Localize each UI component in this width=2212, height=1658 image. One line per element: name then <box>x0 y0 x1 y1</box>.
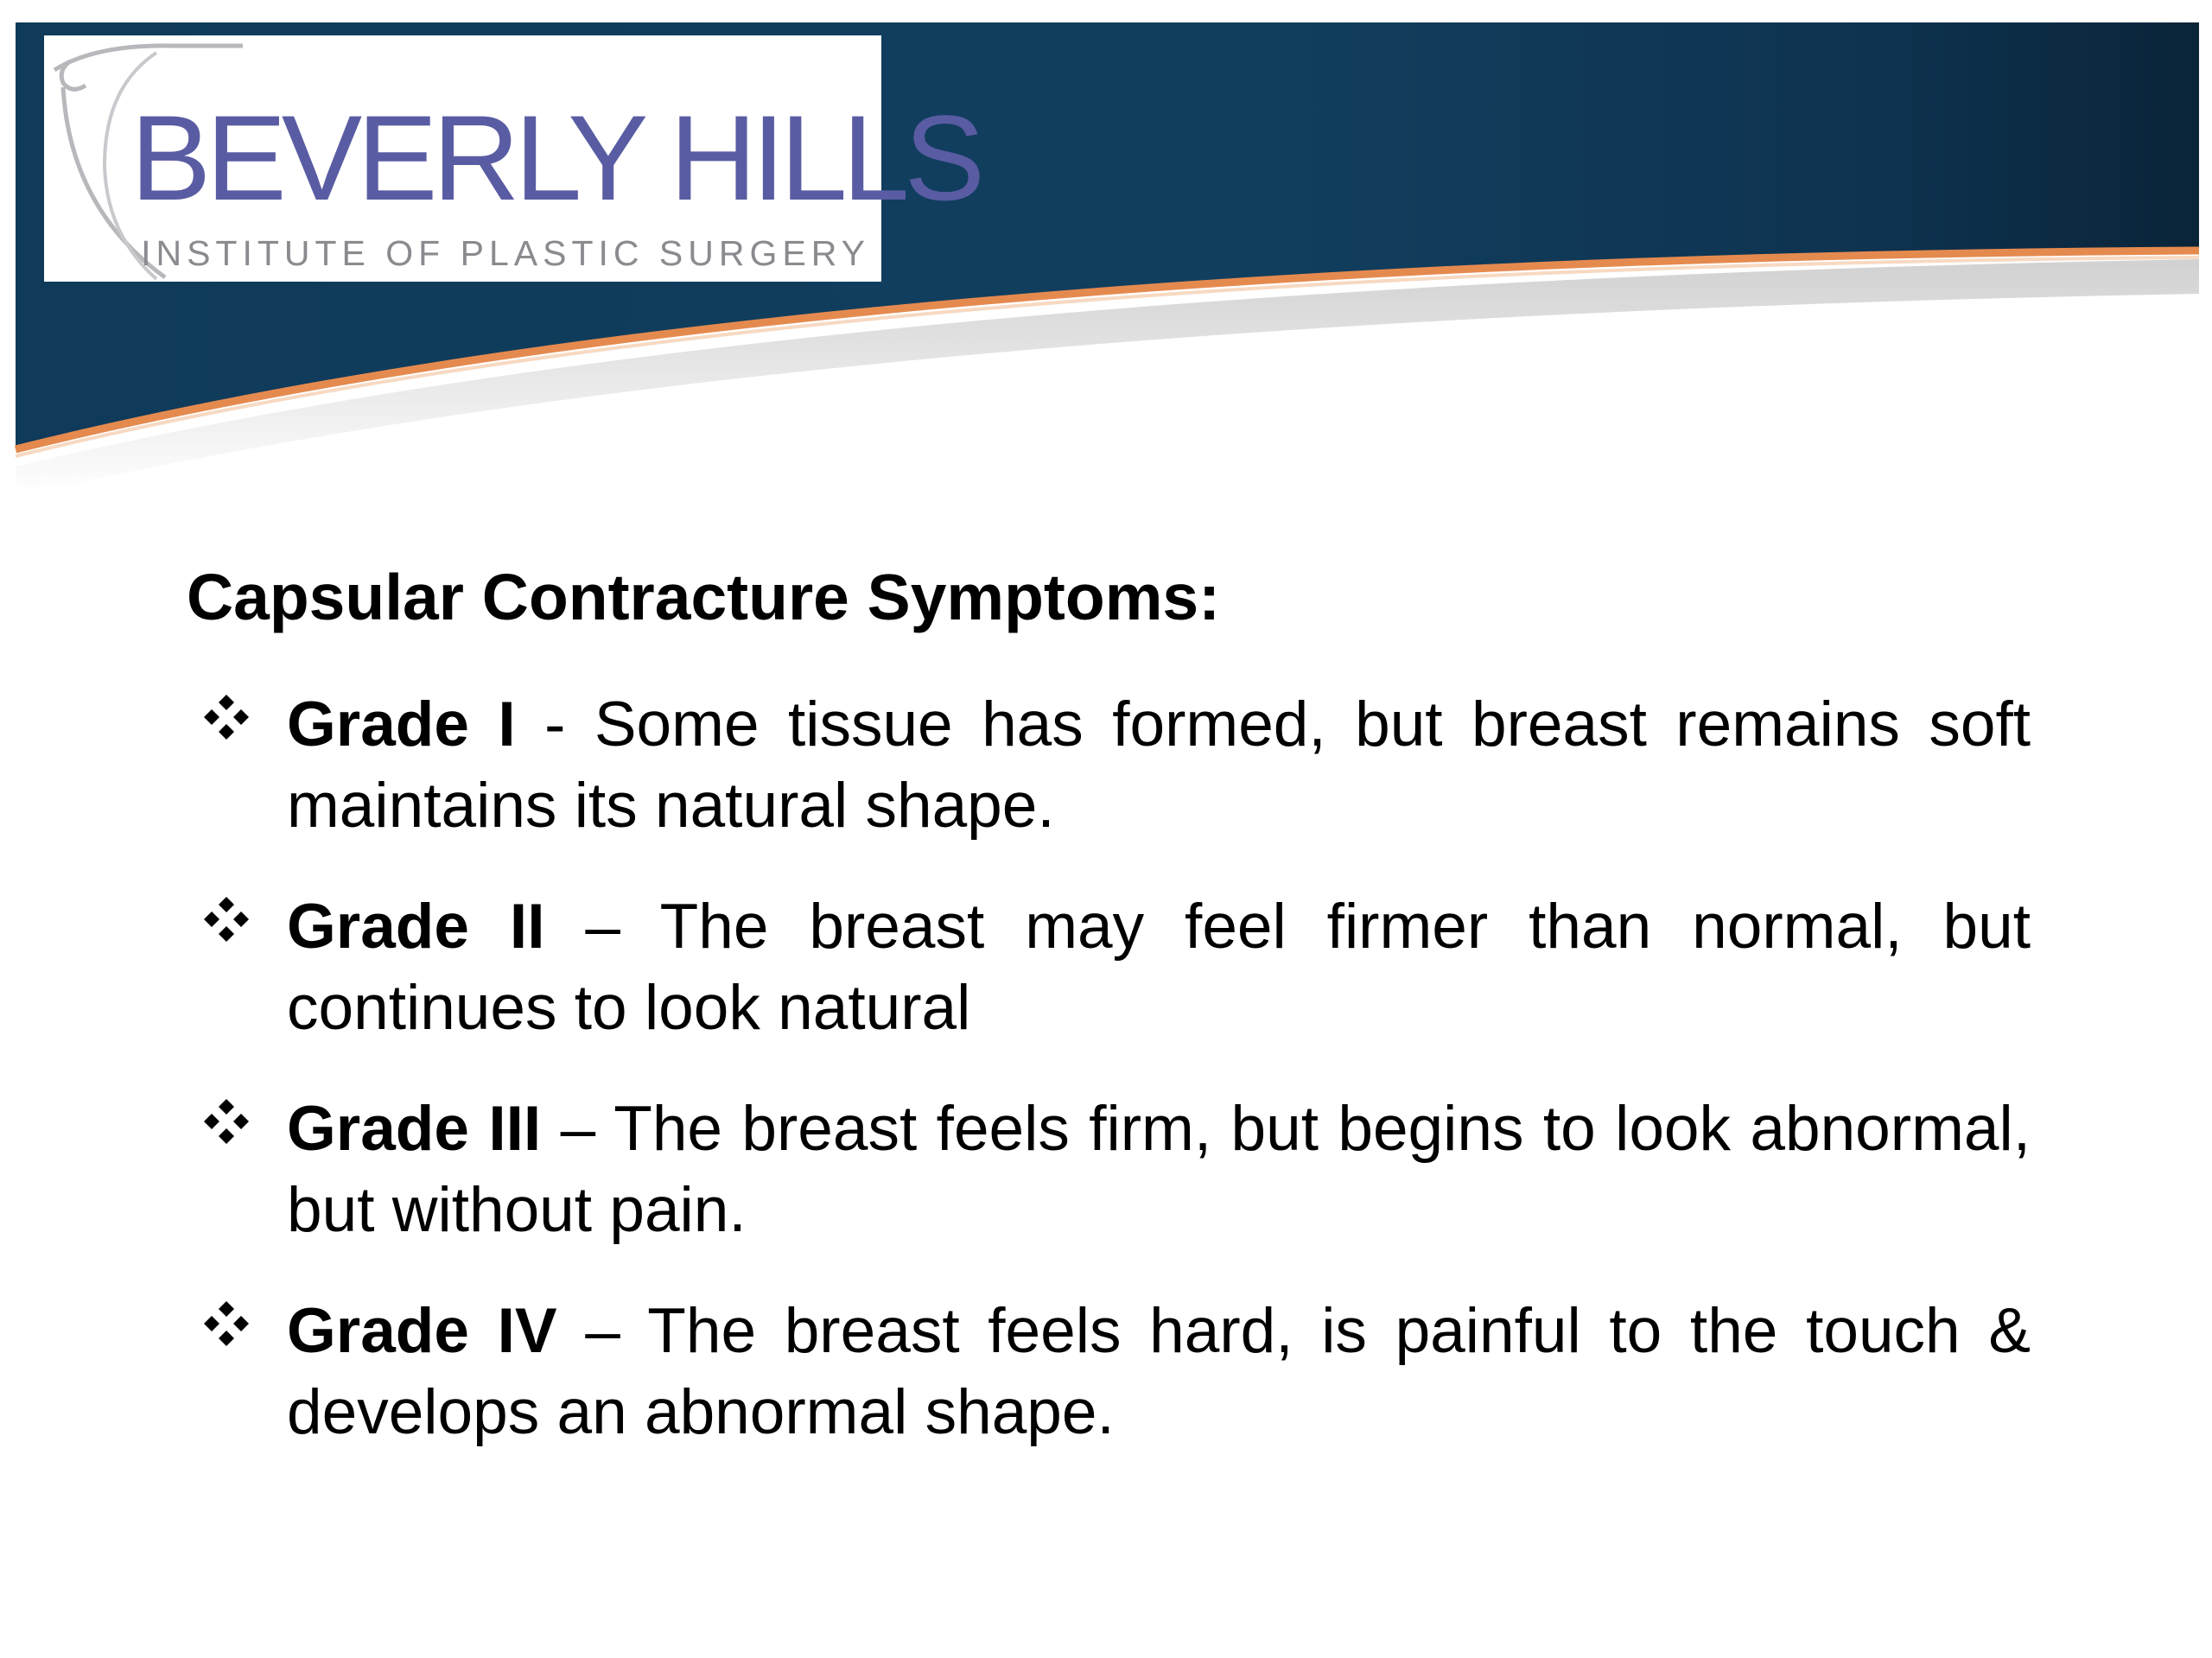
grade-label: Grade I <box>287 689 516 759</box>
list-item <box>199 1089 2031 1251</box>
list-item <box>199 1291 2031 1453</box>
grade-separator: - <box>515 689 594 759</box>
grade-label: Grade III <box>287 1094 542 1164</box>
list-item <box>199 684 2031 847</box>
grade-separator: – <box>544 892 660 962</box>
four-diamond-icon <box>202 693 251 741</box>
grade-description: The breast feels firm, but begins to look abnormal, but without pain. <box>287 1094 2031 1245</box>
grade-description: The breast may feel firmer than normal, but continues to look natural <box>287 892 2031 1043</box>
logo-wordmark: BEVERLY HILLS <box>130 90 980 226</box>
logo-tagline: INSTITUTE OF PLASTIC SURGERY <box>141 233 870 273</box>
page-title: Capsular Contracture Symptoms: <box>187 561 1221 633</box>
grade-label: Grade II <box>287 892 545 962</box>
list-item <box>199 886 2031 1049</box>
four-diamond-icon <box>202 895 251 943</box>
grade-separator: – <box>556 1296 648 1366</box>
grade-label: Grade IV <box>287 1296 557 1366</box>
grade-separator: – <box>541 1094 614 1164</box>
grade-description: Some tissue has formed, but breast remains soft maintains its natural shape. <box>287 689 2031 841</box>
four-diamond-icon <box>202 1299 251 1348</box>
four-diamond-icon <box>202 1097 251 1146</box>
symptom-list <box>199 684 2031 1493</box>
grade-description: The breast feels hard, is painful to the touch & develops an abnormal shape. <box>287 1296 2031 1447</box>
